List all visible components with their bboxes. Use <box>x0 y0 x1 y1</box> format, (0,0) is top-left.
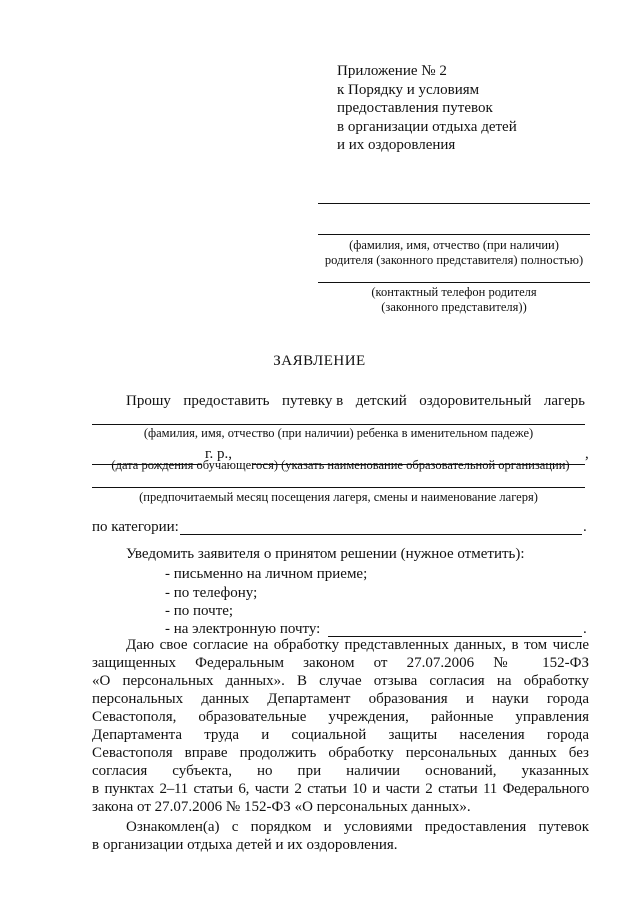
consent-line: закона от 27.07.2006 № 152-ФЗ «О персональных данных». <box>92 799 471 815</box>
notify-option-mail[interactable]: - по почте; <box>165 603 234 619</box>
applicant-phone-caption-1: (контактный телефон родителя <box>371 285 537 299</box>
birth-school-caption: (дата рождения обучающегося) (указать наименование образовательной организации) <box>111 458 570 472</box>
category-label: по категории: <box>92 519 179 535</box>
request-word: Прошу <box>126 393 171 409</box>
applicant-name-field-1[interactable] <box>318 203 590 204</box>
notify-option-email[interactable]: - на электронную почту: <box>165 621 321 637</box>
request-word: лагерь <box>543 393 585 409</box>
notify-option-in-person[interactable]: - письменно на личном приеме; <box>165 566 368 582</box>
consent-line: персональных данных Департамент образования и науки города <box>92 691 589 707</box>
category-field[interactable] <box>180 534 582 535</box>
request-word: путевку в <box>281 393 344 409</box>
applicant-name-caption-2: родителя (законного представителя) полностью) <box>324 253 584 267</box>
consent-line: защищенных Федеральным законом от 27.07.2006 № 152-ФЗ <box>92 655 589 671</box>
annex-header <box>337 62 517 155</box>
annex-line: к Порядку и условиям <box>337 81 480 98</box>
consent-line: Севастополя вправе продолжить обработку персональных данных без <box>92 745 589 761</box>
applicant-phone-caption-2: (законного представителя)) <box>381 300 527 314</box>
request-word: оздоровительный <box>419 393 532 409</box>
camp-field[interactable] <box>92 487 585 488</box>
request-line <box>126 393 585 410</box>
birth-comma: , <box>585 446 589 462</box>
applicant-name-field-2[interactable] <box>318 234 590 235</box>
acknowledge-line: в организации отдыха детей и их оздоровления. <box>92 837 398 853</box>
request-word: детский <box>355 393 407 409</box>
category-dot: . <box>583 519 587 535</box>
child-name-caption: (фамилия, имя, отчество (при наличии) ребенка в именительном падеже) <box>143 426 534 440</box>
document-title: ЗАЯВЛЕНИЕ <box>273 353 366 369</box>
birth-suffix: г. р., <box>205 446 232 462</box>
notify-option-phone[interactable]: - по телефону; <box>165 585 258 601</box>
applicant-name-caption-1: (фамилия, имя, отчество (при наличии) <box>349 238 559 252</box>
annex-line: и их оздоровления <box>337 137 456 153</box>
consent-line: согласия субъекта, но при наличии оснований, указанных <box>92 763 589 779</box>
acknowledge-line: Ознакомлен(а) с порядком и условиями предоставления путевок <box>126 819 589 835</box>
notify-heading: Уведомить заявителя о принятом решении (нужное отметить): <box>126 546 525 562</box>
annex-line: предоставления путевок <box>337 100 493 116</box>
consent-line: Даю свое согласие на обработку представленных данных, в том числе <box>126 637 589 653</box>
child-name-field[interactable] <box>92 424 585 425</box>
annex-line: Приложение № 2 <box>337 63 447 79</box>
camp-caption: (предпочитаемый месяц посещения лагеря, смены и наименование лагеря) <box>139 490 538 504</box>
email-dot: . <box>583 621 587 637</box>
applicant-phone-field[interactable] <box>318 282 590 283</box>
consent-line: Департамента труда и социальной защиты населения города <box>92 727 589 743</box>
consent-line: в пунктах 2–11 статьи 6, части 2 статьи 10 и части 2 статьи 11 Федерального <box>92 781 589 797</box>
annex-line: в организации отдыха детей <box>337 118 517 135</box>
consent-line: Севастополя, образовательные учреждения, районные управления <box>92 709 589 725</box>
request-word: предоставить <box>183 393 270 409</box>
consent-line: «О персональных данных». В случае отзыва согласия на обработку <box>92 673 589 689</box>
